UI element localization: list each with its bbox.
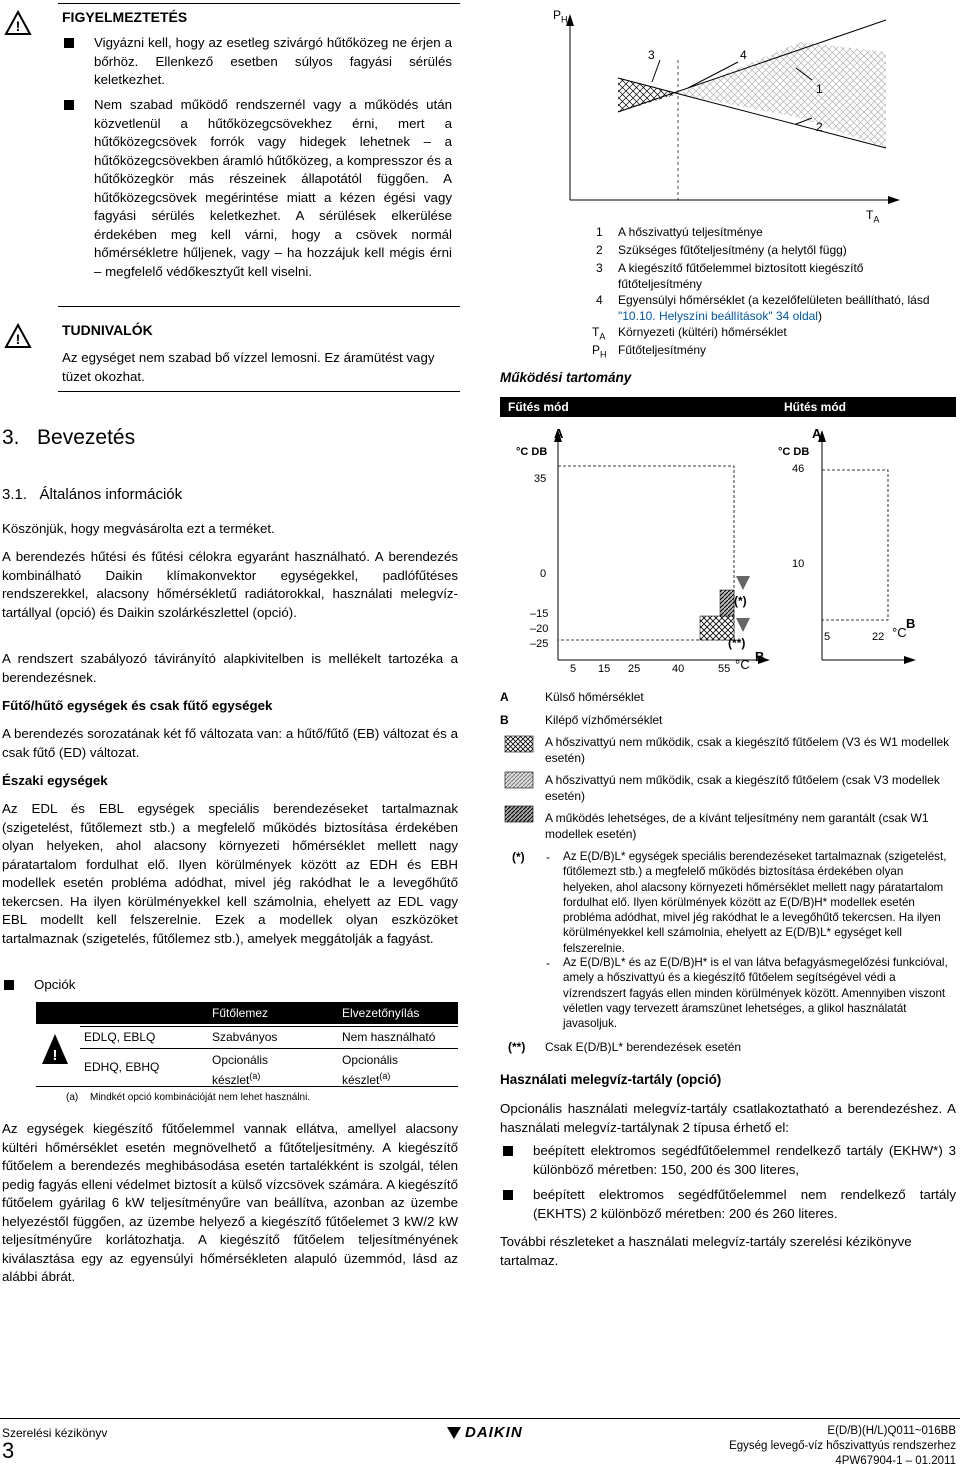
svg-text:!: ! [15,331,21,347]
legend-key-b: B [500,713,509,727]
bullet-square-icon [64,38,74,48]
heat-mode-bar: Fűtés mód [500,397,716,417]
subsection-title: Általános információk [39,486,183,503]
footer-page-number: 3 [2,1438,15,1463]
options-col-drain: Elvezetőnyílás [342,1006,420,1020]
legend-star-mark: (*) [512,850,525,864]
heading-units: Fűtő/hűtő egységek és csak fűtő egységek [2,698,273,713]
options-footnote: Mindkét opció kombinációját nem lehet használni. [90,1092,311,1103]
legend-double-star: Csak E(D/B)L* berendezések esetén [545,1040,742,1054]
section-title: Bevezetés [37,426,136,449]
heat-x-tick: 25 [628,663,641,675]
fig1-callout-3: 3 [648,48,655,62]
options-table [36,1002,458,1088]
hatch-swatches [503,734,535,824]
notice-triangle-icon [4,323,32,349]
heat-x-tick: 55 [718,663,731,675]
heat-axis-a: A [554,426,564,441]
footer-product: Egység levegő-víz hőszivattyús rendszerhez [729,1440,956,1452]
fig1-legend-value: Szükséges fűtőteljesítmény (a helytől függ) [618,243,847,257]
cool-axis-b: B [906,616,916,631]
fig1-callout-2: 2 [816,120,823,134]
heat-y-tick: 0 [540,568,547,580]
legend-double-star-mark: (**) [508,1040,526,1054]
svg-text:!: ! [52,1047,58,1064]
fig1-legend-key: 4 [596,293,603,307]
options-label: Opciók [34,977,76,992]
body-paragraph: Az EDL és EBL egységek speciális berendezéseket tartalmaznak (szigetelést, fűtőlemezt stb.) a megfelelő működés biztosítása érdekében olyan helyeken, ahol alacsony környezeti hőmérséklet mellett nagy páratartalom fordulhat elő. Ilyen körülmények között az EDH és EBH modellek esetén probléma adódhat, mivel jég rakódhat le a levegőhűtő tekercsen. Ha ilyen körülményekkel kell számolnia, ehelyett az EDL vagy EBL modellt kell felszerelnie. Ezek a modellek olyan eszközöket tartalmaznak (szigetelés, fűtőlemez stb.), amelyek meggátolják a fagyást. [2,801,458,946]
hot-water-title: Használati melegvíz-tartály (opció) [500,1072,722,1087]
body-paragraph: A berendezés sorozatának két fő változata van: a hűtő/fűtő (EB) változat és a csak fűtő (ED) változat. [2,726,458,760]
options-row-drain: Nem használható [342,1030,436,1044]
section-heading [2,425,135,451]
dash-bullet: - [546,956,550,970]
fig1-legend-key: 1 [596,225,603,239]
options-row-heater: Opcionális készlet$^{(a)}$ [212,1053,269,1087]
heat-x-tick: 40 [672,663,685,675]
heading-north: Északi egységek [2,773,108,788]
bullet-square-icon [503,1146,513,1156]
hot-water-bullet-1: beépített elektromos segédfűtőelemmel rendelkező tartály (EKHW*) 3 különböző méretben: 150, 200 és 300 literes, [533,1143,956,1177]
body-paragraph: Az egységek kiegészítő fűtőelemmel vannak ellátva, amellyel alacsony kültéri hőmérséklet esetén megnövelhető a fűtőteljesítmény. A kiegészítő fűtőelem a berendezés meghibásodása esetén tartalékként is szolgál, télen pedig fagyás elleni védelmet biztosít a külső vízcsövek számára. A kiegészítő fűtőelem gyárilag 6 kW teljesítményűre van beállítva, azonban az üzembe helyezéstől függően, az üzembe helyező a kiegészítő fűtőelemet 3 kW/2 kW teljesítményűre korlátozhatja. A kiegészítő fűtőelem teljesítményének kiválasztása egy az egyensúlyi hőmérsékleten alapuló üzemmód, lásd az alábbi ábrát. [2,1121,458,1284]
legend-a: Külső hőmérséklet [545,690,644,704]
heat-y-tick: –20 [530,623,549,635]
footer-manual: Szerelési kézikönyv [2,1426,108,1440]
fig1-caption: Működési tartomány [500,370,632,385]
cool-unit-b: °C [892,625,907,640]
notice-title: TUDNIVALÓK [62,322,153,338]
heat-unit-b: °C [735,657,750,672]
fig1-y-axis-label: $P_H$ [553,8,568,25]
fig1-legend-key: $P_H$ [592,343,607,360]
dash-bullet: - [546,850,550,864]
fig1-callout-1: 1 [816,82,823,96]
cool-axis-a: A [812,426,822,441]
fig1-legend-value: Környezeti (kültéri) hőmérséklet [618,325,787,339]
heat-y-tick: –25 [530,638,549,650]
cool-x-tick: 22 [872,631,885,643]
notice-top-rule [58,306,460,307]
svg-text:!: ! [15,18,21,34]
daikin-logo-icon [447,1427,461,1439]
hot-water-intro: Opcionális használati melegvíz-tartály csatlakoztatható a berendezéshez. A használati melegvíz-tartálynak 2 típusa érhető el: [500,1101,956,1135]
mark-star: (*) [734,594,747,608]
heat-unit-a: °C DB [516,446,548,458]
hot-water-more: További részleteket a használati melegvíz-tartály szerelési kézikönyve tartalmaz. [500,1234,912,1268]
legend-hatch-1: A hőszivattyú nem működik, csak a kiegészítő fűtőelem (V3 és W1 modellek esetén) [545,735,950,765]
footer-doc: 4PW67904-1 – 01.2011 [835,1455,956,1467]
bullet-square-icon [503,1190,513,1200]
legend-star-2: Az E(D/B)L* és az E(D/B)H* is el van látva befagyásmegelőzési funkcióval, amely a hőszivattyú és a kiegészítő fűtőelem segítségével védi a vízrendszert fagyás ellen minden körülmények között. Amennyiben viszont véletlen vagy tervezett áramszünet lehetséges, a glikol használatát javasoljuk. [563,956,948,1031]
fig1-legend-value: Fűtőteljesítmény [618,343,707,357]
warning-top-rule [58,3,460,4]
operating-range-figure [500,0,960,225]
footer-right [700,1424,956,1467]
options-footnote-mark: (a) [66,1092,79,1103]
fig1-callout-4: 4 [740,48,747,62]
warning-title: FIGYELMEZTETÉS [62,9,188,25]
heat-axis-b: B [755,649,765,664]
footer-rule [0,1418,960,1419]
legend-star-1: Az E(D/B)L* egységek speciális berendezéseket tartalmaznak (szigetelést, fűtőlemezt stb.) a megfelelő működés biztosítása érdekében olyan helyeken, ahol alacsony környezeti hőmérséklet mellett nagy páratartalom fordulhat elő. Ilyen körülmények között az E(D/B)H* modellek esetén probléma adódhat, mivel jég rakódhat le a levegőhűtő tekercsen. Ha ilyen körülményekkel kell számolnia, ehelyett az E(D/B)L* egységet kell felszerelnie. [563,850,947,955]
fig1-legend-key: $T_A$ [592,325,606,342]
fig1-legend-value: A kiegészítő fűtőelemmel biztosított kiegészítő fűtőteljesítmény [618,261,864,291]
fig1-legend-key: 2 [596,243,603,257]
warning-bullet-1: Vigyázni kell, hogy az esetleg szivárgó hűtőközeg ne érjen a bőrhöz. Ellenkező esetben súlyos fagyási sérülés keletkezhet. [94,35,452,87]
daikin-logo: DAIKIN [447,1424,523,1443]
body-paragraph: A rendszert szabályozó távirányító alapkivitelben is mellékelt tartozéka a berendezésnek. [2,651,458,685]
warning-bullet-2: Nem szabad működő rendszernél vagy a működés után közvetlenül a hűtőközegcsövekhez érni, mert a hűtőközegcsövek forrók vagy hidegek lehetnek – a hűtőközegcsövekben áramló hűtőközeg, a kompresszor és a hűtőközegkör más részeinek állapotától függően. A hűtőközegcsövek megérintése miatt a kézen égési vagy fagyási sérülés keletkezhet. A sérülések elkerülése érdekében meg kell várni, hogy a csövek normál hőmérsékletre hűljenek, vagy – ha hozzájuk kell mégis érni – megfelelő védőkesztyűt kell viselni. [94,97,452,279]
bullet-square-icon [4,980,14,990]
fig1-legend-value: A hőszivattyú teljesítménye [618,225,763,239]
bullet-square-icon [64,100,74,110]
notice-bottom-rule [58,391,460,392]
notice-text: Az egységet nem szabad bő vízzel lemosni. Ez áramütést vagy tüzet okozhat. [62,350,435,384]
settings-link[interactable]: "10.10. Helyszíni beállítások" 34 oldal [618,309,818,323]
heat-x-tick: 15 [598,663,611,675]
cool-x-tick: 5 [824,631,831,643]
options-row-heater: Szabványos [212,1030,278,1044]
legend-b: Kilépő vízhőmérséklet [545,713,663,727]
caution-triangle-icon [40,1032,70,1066]
footer-model: E(D/B)(H/L)Q011~016BB [827,1425,956,1437]
legend-hatch-3: A működés lehetséges, de a kívánt teljesítmény nem garantált (csak W1 modellek esetén) [545,811,929,841]
cool-unit-a: °C DB [778,446,810,458]
mark-double-star: (**) [728,636,746,650]
options-row-model: EDLQ, EBLQ [84,1030,156,1044]
heat-y-tick: 35 [534,473,547,485]
heat-x-tick: 5 [570,663,577,675]
hot-water-bullet-2: beépített elektromos segédfűtőelemmel nem rendelkező tartály (EKHTS) 2 különböző méretben: 200 és 260 literes. [533,1187,956,1221]
body-paragraph: A berendezés hűtési és fűtési célokra egyaránt használható. A berendezés kombinálható Daikin klímakonvektor egységekkel, padlófűtéses rendszerekkel, alacsony hőmérsékletű radiátorokkal, használati melegvíz-tartállyal (opció) és Daikin szolárkészlettel (opció). [2,549,458,620]
section-number: 3. [2,426,20,449]
options-col-heater: Fűtőlemez [212,1006,269,1020]
fig1-legend-value: Egyensúlyi hőmérséklet (a kezelőfelületen beállítható, lásd "10.10. Helyszíni beállítások" 34 oldal) [618,293,930,323]
legend-key-a: A [500,690,509,704]
subsection-number: 3.1. [2,486,28,503]
fig1-legend-key: 3 [596,261,603,275]
warning-triangle-icon [4,10,32,36]
options-row-model: EDHQ, EBHQ [84,1060,160,1074]
options-row-drain: Opcionális készlet$^{(a)}$ [342,1053,399,1087]
cool-mode-bar: Hűtés mód [716,397,956,417]
subsection-heading [2,485,182,505]
legend-hatch-2: A hőszivattyú nem működik, csak a kiegészítő fűtőelem (csak V3 modellek esetén) [545,773,940,803]
body-paragraph: Köszönjük, hogy megvásárolta ezt a terméket. [2,521,275,536]
fig1-x-axis-label: $T_A$ [866,208,880,225]
cool-y-tick: 46 [792,463,805,475]
cool-y-tick: 10 [792,558,805,570]
heat-y-tick: –15 [530,608,549,620]
